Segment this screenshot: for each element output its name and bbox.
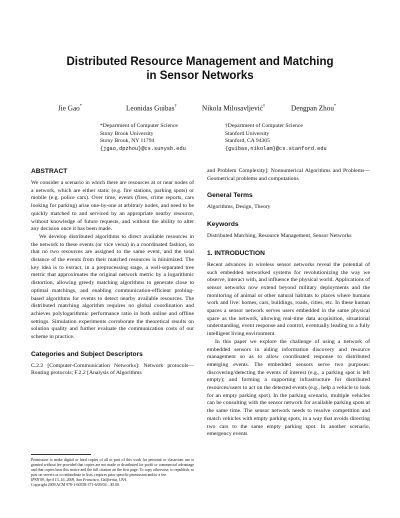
general-terms-heading: General Terms <box>207 192 253 200</box>
email: {jgao,dpzhou}@cs.sunysb.edu <box>100 145 186 152</box>
right-column <box>207 168 370 439</box>
email: {guibas,nikolam}@cs.stanford.edu <box>225 145 327 152</box>
author-name: Leonidas Guibas† <box>126 103 177 113</box>
general-terms: Algorithms, Design, Theory <box>207 204 271 211</box>
affiliation-stony-brook: *Department of Computer Science Stony Brook University Stony Brook, NY 11794 {jgao,dpzhou}@cs.sunysb.edu <box>100 123 186 152</box>
paper-title <box>0 55 400 83</box>
keywords-heading: Keywords <box>207 221 239 229</box>
copyright-footnote: Permission to make digital or hard copies of all or part of this work for personal or classroom use is granted without fee provided that copies are not made or distributed for profit or commercial advantage and that copies bear this notice and the full citation on the first page. To copy otherwise, to republish, to post on servers or to redistribute to lists, requires prior specific permission and/or a fee. IPSN'09, April 13–16, 2009, San Francisco, California, USA. Copyright 2009 ACM 978-1-60558-371-6/09/04 ...$5.00. <box>31 458 194 488</box>
title-line-1: Distributed Resource Management and Matching <box>66 56 334 68</box>
introduction-heading: 1. INTRODUCTION <box>207 249 265 257</box>
categories-continuation: and Problem Complexity]: Nonnumerical Algorithms and Problems—Geometrical problems and computations <box>207 168 370 182</box>
categories-text: C.2.2 [Computer-Communication Networks]: Network protocols—Routing protocols; F.2.2 [Analysis of Algorithms <box>31 362 194 377</box>
abstract-heading: ABSTRACT <box>31 168 68 175</box>
categories-heading: Categories and Subject Descriptors <box>31 350 143 358</box>
footnote-divider <box>31 454 91 455</box>
keywords: Distributed Matching, Resource Management, Sensor Networks <box>207 233 352 240</box>
author-name: Dengpan Zhou* <box>291 103 337 113</box>
abstract-paragraph: We consider a scenario in which there are resources at or near nodes of a network, which are either static (e.g. fire stations, parking spots) or mobile (e.g. police cars). Over time, events (fires, crime reports, cars looking for parking) arise one-by-one at arbitrary nodes, and need to be quickly matched to and serviced by an appropriate nearby resource, without knowledge of future requests, and without the ability to alter any decision once it has been made. <box>31 180 194 233</box>
title-line-2: in Sensor Networks <box>146 70 254 82</box>
abstract-paragraph: We develop distributed algorithms to direct available resources in the network to these events (or vice versa) in a coordinated fashion, so that no two resources are assigned to the same event, and the total distance of the events from their matched resources is minimized. The key idea is to extract, in a preprocessing stage, a well-separated tree metric that approximates the original network metric by a logarithmic distortion, allowing greedy matching algorithms to generate close to optimal matchings, and enabling communication-efficient probing-based algorithms for events to detect nearby available resources. The distributed matching algorithm requires no global coordination and achieves polylogarithmic performance ratio in both online and offline settings. Simulation experiments corroborate the theoretical results on solution quality and further evaluate the communication costs of our scheme in practice. <box>31 233 194 341</box>
author-name: Nikola Milosavljević† <box>202 103 266 113</box>
intro-paragraph: In this paper we explore the challenge of using a network of embedded sensors in aiding information discovery and resource management so as to allow coordinated response to distributed emerging events. The embedded sensors serve two purposes: discovering/detecting the events of interest (e.g., a parking spot is left empty); and forming a supporting infrastructure for distributed resources/users to act on the detected events (e.g., help a vehicle to look for an empty parking spot). In the parking scenario, multiple vehicles can be consulting with the sensor network for available parking spots at the same time. The sensor network needs to resolve competition and match vehicles with empty parking spots, in a way that avoids directing two cars to the same empty parking spot. In another scenario, emergency events <box>207 338 370 438</box>
left-column <box>31 168 194 378</box>
author-name: Jie Gao* <box>58 103 83 113</box>
affiliation-stanford: †Department of Computer Science Stanford University Stanford, CA 94305 {guibas,nikolam}@cs.stanford.edu <box>225 123 327 152</box>
intro-paragraph: Recent advances in wireless sensor networks reveal the potential of such embedded networked systems for revolutionizing the way we observe, interact with, and influence the physical world. Applications of sensor networks now extend beyond military deployments and the monitoring of animal or other natural habitats to places where humans work and live: homes, cars, buildings, roads, cities, etc. In these human spaces a sensor network serves users embedded in the same physical space as the network, allowing real-time data acquisition, situational understanding, event response and control, eventually leading to a fully intelligent living environment. <box>207 261 370 338</box>
